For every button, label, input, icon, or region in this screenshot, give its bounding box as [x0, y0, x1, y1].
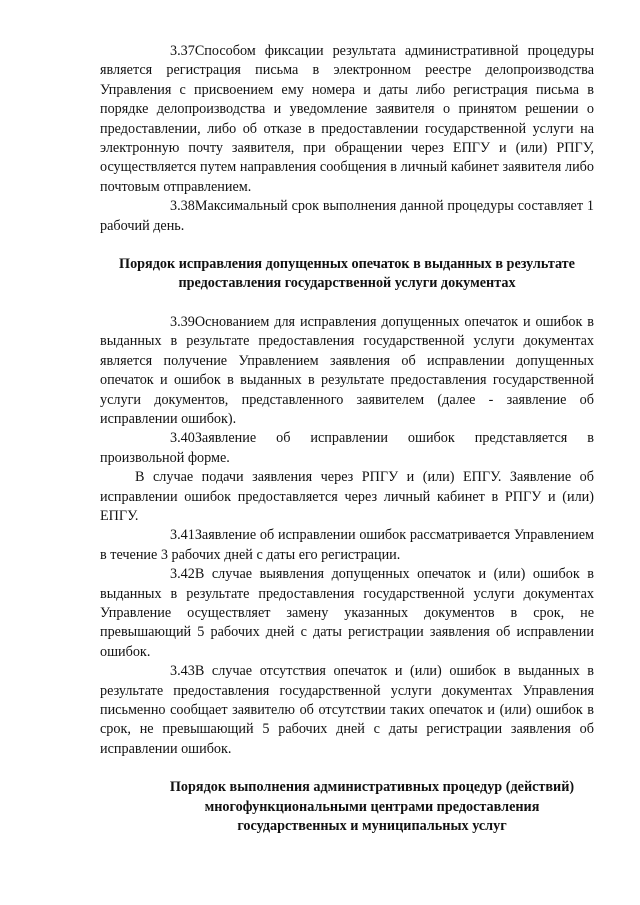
clause-number: 3.37 — [170, 43, 195, 59]
paragraph-3-37 — [100, 42, 594, 197]
clause-text: Максимальный срок выполнения данной процедуры составляет 1 рабочий день. — [100, 198, 594, 234]
clause-text: В случае выявления допущенных опечаток и (или) ошибок в выданных в результате предоставления государственной услуги документах Управление осуществляет замену указанных документов в срок, не превышающий 5 рабочих дней с даты регистрации заявления об исправлении ошибок. — [100, 566, 594, 660]
clause-number: 3.41 — [170, 527, 195, 544]
paragraph-3-40 — [100, 429, 594, 468]
clause-text: В случае подачи заявления через РПГУ и (или) ЕПГУ. Заявление об исправлении ошибок предоставляется через личный кабинет в РПГУ и (или) ЕПГУ. — [100, 469, 594, 524]
clause-text: В случае отсутствия опечаток и (или) ошибок в выданных в результате предоставления государственной услуги документах Управления письменно сообщает заявителю об отсутствии таких опечаток и (или) ошибок в срок, не превышающий 5 рабочих дней с даты регистрации заявления об исправлении ошибок. — [100, 663, 594, 757]
clause-number: 3.40 — [170, 430, 195, 447]
section-heading-corrections: Порядок исправления допущенных опечаток в выданных в результате предоставления государственной услуги документах — [119, 256, 575, 292]
clause-number: 3.39 — [170, 313, 195, 330]
clause-text: Заявление об исправлении ошибок рассматривается Управлением в течение 3 рабочих дней с даты его регистрации. — [100, 527, 594, 563]
section-top — [100, 42, 594, 236]
paragraph-epgu-note — [100, 468, 594, 526]
paragraph-3-42 — [100, 565, 594, 662]
clause-number: 3.42 — [170, 566, 195, 583]
paragraph-3-38 — [100, 197, 594, 236]
clause-number: 3.38 — [170, 198, 195, 215]
section-heading-mfc: Порядок выполнения административных процедур (действий) многофункциональными центрами предоставления государственных и муниципальных услуг — [169, 779, 575, 835]
paragraph-3-39 — [100, 313, 594, 429]
clause-text: Основанием для исправления допущенных опечаток и ошибок в выданных в результате предоставления государственной услуги документах является получение Управлением заявления об исправлении допущенных опечаток и ошибок в выданных в результате предоставления государственной услуги документов, представленного заявителем (далее - заявление об исправлении ошибок). — [100, 313, 594, 427]
clause-number: 3.43 — [170, 663, 195, 680]
paragraph-3-41 — [100, 526, 594, 565]
clause-text: Заявление об исправлении ошибок представляется в произвольной форме. — [100, 430, 594, 466]
section-mid — [100, 313, 594, 759]
clause-text: Способом фиксации результата административной процедуры является регистрация письма в электронном реестре делопроизводства Управления с присвоением ему номера и даты либо регистрация письма в порядке делопроизводства и уведомление заявителя о принятом решении о предоставлении, либо об отказе в предоставлении государственной услуги на электронную почту заявителя, при обращении через ЕПГУ и (или) РПГУ, осуществляется путем направления сообщения в личный кабинет заявителя либо почтовым отправлением. — [100, 43, 594, 195]
paragraph-3-43 — [100, 662, 594, 759]
